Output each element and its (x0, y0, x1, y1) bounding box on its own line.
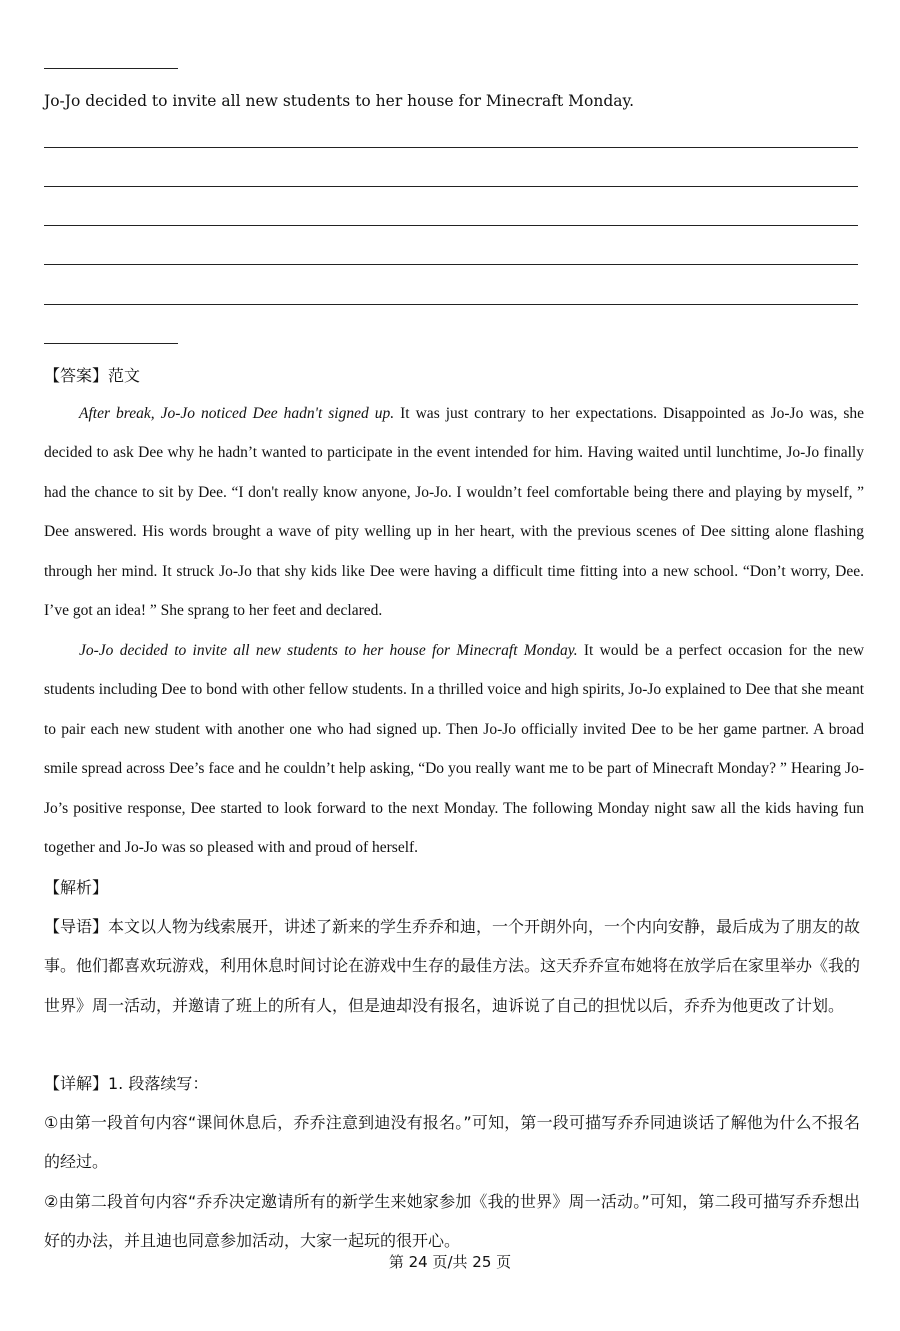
prompt-sentence: Jo-Jo decided to invite all new students to her house for Minecraft Monday. (44, 92, 635, 110)
paragraph-2-body: It would be a perfect occasion for the new students including Dee to bond with other fellow students. In a thrilled voice and high spirits, Jo-Jo explained to Dee that she meant to pair each new student with another one who had signed up. Then Jo-Jo officially invited Dee to be her game partner. A broad smile spread across Dee’s face and he couldn’t help asking, “Do you really want me to be part of Minecraft Monday? ” Hearing Jo-Jo’s positive response, Dee started to look forward to the next Monday. The following Monday night saw all the kids having fun together and Jo-Jo was so pleased with and proud of herself. (44, 642, 865, 857)
writing-line (44, 225, 858, 226)
detail-heading: 【详解】1. 段落续写： (44, 1074, 209, 1093)
model-essay-paragraph-2 (44, 631, 864, 867)
detail-item-1: ①由第一段首句内容“课间休息后，乔乔注意到迪没有报名。”可知，第一段可描写乔乔同迪谈话了解他为什么不报名的经过。 (44, 1113, 860, 1172)
answer-heading: 【答案】范文 (44, 366, 141, 385)
model-essay-paragraph-1 (44, 394, 864, 630)
writing-line (44, 147, 858, 148)
paragraph-1-lead-sentence: After break, Jo-Jo noticed Dee hadn't signed up. (79, 405, 395, 422)
analysis-guide: 【导语】本文以人物为线索展开，讲述了新来的学生乔乔和迪，一个开朗外向，一个内向安静，最后成为了朋友的故事。他们都喜欢玩游戏，利用休息时间讨论在游戏中生存的最佳方法。这天乔乔宣布她将在放学后在家里举办《我的世界》周一活动，并邀请了班上的所有人，但是迪却没有报名，迪诉说了自己的担忧以后，乔乔为他更改了计划。 (44, 917, 861, 1015)
writing-line-short-top (44, 68, 178, 69)
page-number-footer: 第 24 页/共 25 页 (388, 1253, 512, 1271)
analysis-heading: 【解析】 (44, 878, 109, 897)
writing-line (44, 304, 858, 305)
writing-line (44, 186, 858, 187)
writing-line (44, 264, 858, 265)
writing-line-short-bottom (44, 343, 178, 344)
detail-item-2: ②由第二段首句内容“乔乔决定邀请所有的新学生来她家参加《我的世界》周一活动。”可知，第二段可描写乔乔想出好的办法，并且迪也同意参加活动，大家一起玩的很开心。 (44, 1192, 860, 1251)
paragraph-1-body: It was just contrary to her expectations. Disappointed as Jo-Jo was, she decided to ask Dee why he hadn’t wanted to participate in the event intended for him. Having waited until lunchtime, Jo-Jo finally had the chance to sit by Dee. “I don't really know anyone, Jo-Jo. I wouldn’t feel comfortable being there and playing by myself, ” Dee answered. His words brought a wave of pity welling up in her heart, with the previous scenes of Dee sitting alone flashing through her mind. It struck Jo-Jo that shy kids like Dee were having a difficult time fitting into a new school. “Don’t worry, Dee. I’ve got an idea! ” She sprang to her feet and declared. (44, 405, 864, 620)
paragraph-2-lead-sentence: Jo-Jo decided to invite all new students to her house for Minecraft Monday. (79, 642, 578, 659)
